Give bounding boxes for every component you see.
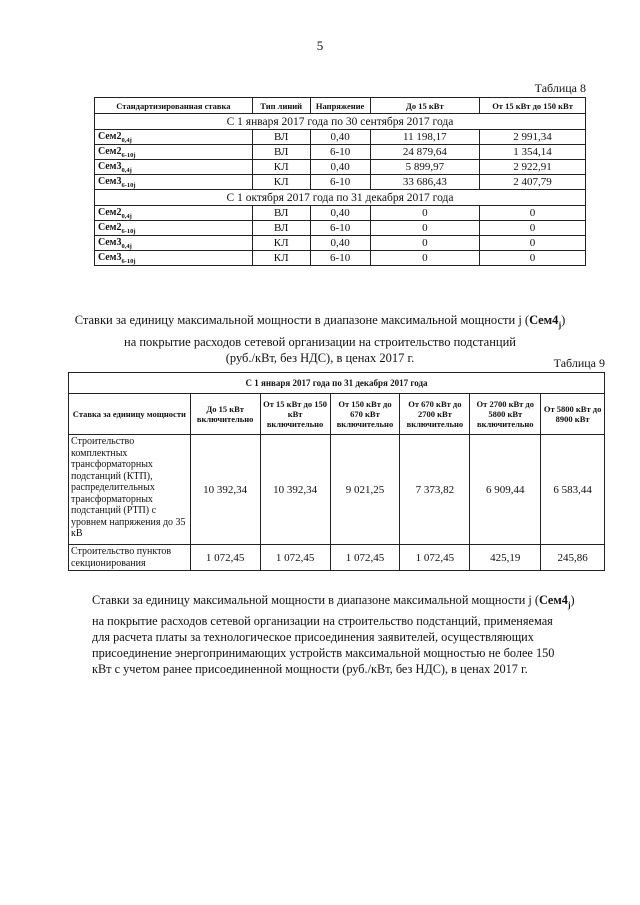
table9-header-cell: От 2700 кВт до 5800 кВт включительно [470, 394, 541, 435]
voltage: 0,40 [310, 130, 370, 145]
table-cell: 245,86 [541, 545, 605, 571]
table-row [95, 130, 586, 145]
value-15-150: 2 407,79 [480, 175, 586, 190]
table9-header-cell: От 150 кВт до 670 кВт включительно [330, 394, 400, 435]
value-upto-15: 5 899,97 [370, 160, 480, 175]
line-type: ВЛ [252, 206, 310, 221]
value-upto-15: 11 198,17 [370, 130, 480, 145]
table-row [69, 435, 605, 545]
rate-code: $Cем2_{0,4j}$ [95, 130, 253, 145]
table-row [95, 236, 586, 251]
table9-heading-line3: (руб./кВт, без НДС), в ценах 2017 г. [225, 350, 415, 365]
table-cell: 1 072,45 [190, 545, 260, 571]
table-cell: 6 909,44 [470, 435, 541, 545]
rate-code: $Cем2_{6-10j}$ [95, 221, 253, 236]
value-15-150: 1 354,14 [480, 145, 586, 160]
line-type: ВЛ [252, 130, 310, 145]
table-row [95, 175, 586, 190]
table8-header-cell: Тип линий [252, 98, 310, 114]
table9-caption: Таблица 9 [553, 356, 605, 370]
table-cell: 1 072,45 [260, 545, 330, 571]
table-cell: 7 373,82 [400, 435, 470, 545]
table9 [68, 372, 605, 571]
table-row [95, 206, 586, 221]
voltage: 6-10 [310, 251, 370, 266]
table-row [95, 160, 586, 175]
table9-header-row [69, 394, 605, 435]
table9-header-cell: От 5800 кВт до 8900 кВт [541, 394, 605, 435]
voltage: 6-10 [310, 175, 370, 190]
voltage: 0,40 [310, 206, 370, 221]
table-row [95, 251, 586, 266]
table-row [69, 545, 605, 571]
table-cell: 1 072,45 [330, 545, 400, 571]
table-cell: 1 072,45 [400, 545, 470, 571]
table8-header-cell: От 15 кВт до 150 кВт [480, 98, 586, 114]
value-15-150: 0 [480, 206, 586, 221]
value-upto-15: 33 686,43 [370, 175, 480, 190]
table9-period-row [69, 373, 605, 394]
paragraph-line1: Ставки за единицу максимальной мощности в диапазоне максимальной мощности j $(Cем4_j)$ [92, 593, 575, 610]
value-15-150: 0 [480, 251, 586, 266]
value-15-150: 0 [480, 221, 586, 236]
value-15-150: 2 922,91 [480, 160, 586, 175]
row-label: Строительство комплектных трансформаторных подстанций (КТП), распределительных трансформаторных подстанций (РТП) с уровнем напряжения до 35 кВ [69, 435, 191, 545]
value-upto-15: 0 [370, 236, 480, 251]
line-type: КЛ [252, 160, 310, 175]
table-row [95, 145, 586, 160]
table-row [95, 221, 586, 236]
table8-period-2: С 1 октября 2017 года по 31 декабря 2017 года [95, 190, 586, 206]
rate-code: $Cем3_{0,4j}$ [95, 160, 253, 175]
rate-code: $Cем4_j$ [529, 313, 562, 330]
value-upto-15: 24 879,64 [370, 145, 480, 160]
table8-period-row [95, 114, 586, 130]
closing-paragraph [92, 592, 612, 677]
voltage: 6-10 [310, 145, 370, 160]
table8-caption: Таблица 8 [534, 81, 586, 95]
table-cell: 10 392,34 [260, 435, 330, 545]
rate-code: $Cем2_{6-10j}$ [95, 145, 253, 160]
table8-period-1: С 1 января 2017 года по 30 сентября 2017 года [95, 114, 586, 130]
value-upto-15: 0 [370, 206, 480, 221]
paragraph-line3: для расчета платы за технологическое присоединения заявителей, осуществляющих [92, 630, 534, 645]
table9-header-cell: Ставка за единицу мощности [69, 394, 191, 435]
table9-header-cell: От 15 кВт до 150 кВт включительно [260, 394, 330, 435]
line-type: ВЛ [252, 221, 310, 236]
paragraph-line5: кВт с учетом ранее присоединенной мощности (руб./кВт, без НДС), в ценах 2017 г. [92, 662, 528, 677]
line-type: КЛ [252, 175, 310, 190]
table-cell: 6 583,44 [541, 435, 605, 545]
paragraph-line2: на покрытие расходов сетевой организации на строительство подстанций, применяемая [92, 614, 553, 629]
value-upto-15: 0 [370, 251, 480, 266]
table9-header-cell: До 15 кВт включительно [190, 394, 260, 435]
page-number: 5 [316, 38, 324, 53]
table8-header-cell: Напряжение [310, 98, 370, 114]
table8-period-row [95, 190, 586, 206]
table8-header-cell: Стандартизированная ставка [95, 98, 253, 114]
rate-code: $Cем4_j$ [538, 593, 571, 610]
voltage: 0,40 [310, 236, 370, 251]
value-15-150: 0 [480, 236, 586, 251]
rate-code: $Cем3_{6-10j}$ [95, 175, 253, 190]
table8-header-cell: До 15 кВт [370, 98, 480, 114]
value-upto-15: 0 [370, 221, 480, 236]
value-15-150: 2 991,34 [480, 130, 586, 145]
voltage: 6-10 [310, 221, 370, 236]
table9-period: С 1 января 2017 года по 31 декабря 2017 года [69, 373, 605, 394]
row-label: Строительство пунктов секционирования [69, 545, 191, 571]
table8-header-row [95, 98, 586, 114]
paragraph-line4: присоединение энергопринимающих устройств максимальной мощностью не более 150 [92, 646, 555, 661]
table8 [94, 97, 586, 266]
line-type: КЛ [252, 251, 310, 266]
table9-heading-line2: на покрытие расходов сетевой организации на строительство подстанций [124, 334, 516, 349]
table-cell: 9 021,25 [330, 435, 400, 545]
line-type: КЛ [252, 236, 310, 251]
table9-heading-line1: Ставки за единицу максимальной мощности в диапазоне максимальной мощности j $(Cем4_j)$ [74, 313, 566, 330]
voltage: 0,40 [310, 160, 370, 175]
line-type: ВЛ [252, 145, 310, 160]
rate-code: $Cем3_{0,4j}$ [95, 236, 253, 251]
table-cell: 425,19 [470, 545, 541, 571]
table-cell: 10 392,34 [190, 435, 260, 545]
rate-code: $Cем2_{0,4j}$ [95, 206, 253, 221]
rate-code: $Cем3_{6-10j}$ [95, 251, 253, 266]
table9-header-cell: От 670 кВт до 2700 кВт включительно [400, 394, 470, 435]
